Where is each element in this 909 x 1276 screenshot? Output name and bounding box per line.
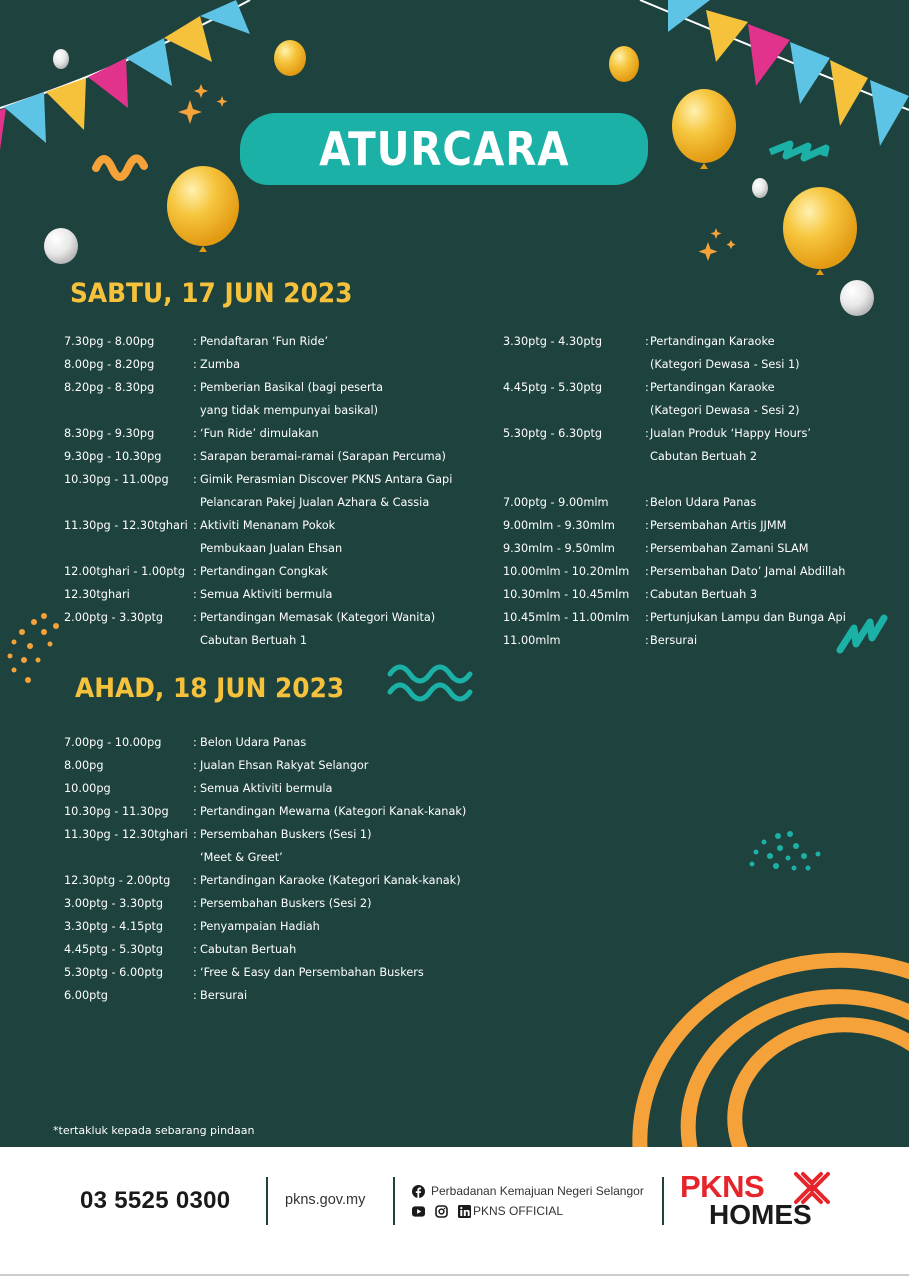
- schedule-activity: Persembahan Dato’ Jamal Abdillah: [650, 565, 846, 578]
- schedule-activity: Jualan Produk ‘Happy Hours’: [650, 427, 811, 440]
- schedule-separator: :: [645, 427, 649, 440]
- schedule-activity: Pertandingan Congkak: [200, 565, 328, 578]
- schedule-separator: :: [193, 381, 197, 394]
- phone-number[interactable]: 03 5525 0300: [80, 1187, 231, 1214]
- schedule-separator: :: [193, 989, 197, 1002]
- schedule-time: 4.45ptg - 5.30ptg: [64, 943, 164, 956]
- schedule-separator: :: [193, 920, 197, 933]
- title-banner: [240, 113, 648, 185]
- day1-heading: SABTU, 17 JUN 2023: [70, 278, 353, 309]
- schedule-time: 10.00pg: [64, 782, 111, 795]
- bunting-left: [0, 0, 250, 150]
- schedule-activity: ‘Fun Ride’ dimulakan: [200, 427, 319, 440]
- schedule-separator: :: [193, 897, 197, 910]
- instagram-icon[interactable]: [435, 1205, 448, 1218]
- schedule-time: 10.30pg - 11.00pg: [64, 473, 169, 486]
- day2-heading: AHAD, 18 JUN 2023: [75, 673, 345, 704]
- schedule-time: 3.00ptg - 3.30ptg: [64, 897, 164, 910]
- brand-logo-top: PKNS: [680, 1169, 765, 1204]
- schedule-activity: Semua Aktiviti bermula: [200, 782, 333, 795]
- schedule-row: [64, 915, 504, 938]
- schedule-activity-continued: [64, 537, 494, 560]
- schedule-separator: :: [193, 519, 197, 532]
- schedule-separator: :: [193, 828, 197, 841]
- schedule-activity-continued: [64, 629, 494, 652]
- schedule-activity: Sarapan beramai-ramai (Sarapan Percuma): [200, 450, 446, 463]
- schedule-activity: Aktiviti Menanam Pokok: [200, 519, 336, 532]
- schedule-separator: :: [193, 473, 197, 486]
- schedule-row: [64, 376, 494, 399]
- linkedin-icon[interactable]: [458, 1205, 471, 1218]
- schedule-row: [64, 777, 504, 800]
- schedule-separator: :: [645, 634, 649, 647]
- schedule-activity: Semua Aktiviti bermula: [200, 588, 333, 601]
- schedule-activity-continued: [503, 353, 903, 376]
- schedule-time: 7.00pg - 10.00pg: [64, 736, 162, 749]
- schedule-time: 9.00mlm - 9.30mlm: [503, 519, 615, 532]
- schedule-separator: :: [193, 943, 197, 956]
- schedule-separator: :: [193, 782, 197, 795]
- schedule-activity: Pertandingan Memasak (Kategori Wanita): [200, 611, 436, 624]
- schedule-row: [503, 514, 903, 537]
- schedule-activity: Cabutan Bertuah: [200, 943, 297, 956]
- schedule-time: 2.00ptg - 3.30ptg: [64, 611, 164, 624]
- schedule-time: 10.30mlm - 10.45mlm: [503, 588, 630, 601]
- schedule-activity: Penyampaian Hadiah: [200, 920, 320, 933]
- schedule-time: 9.30mlm - 9.50mlm: [503, 542, 615, 555]
- schedule-time: 3.30ptg - 4.15ptg: [64, 920, 164, 933]
- schedule-time: 8.30pg - 9.30pg: [64, 427, 155, 440]
- facebook-link[interactable]: [412, 1184, 644, 1198]
- schedule-row: [64, 892, 504, 915]
- facebook-label: Perbadanan Kemajuan Negeri Selangor: [431, 1184, 644, 1198]
- schedule-activity: Pelancaran Pakej Jualan Azhara & Cassia: [200, 496, 430, 509]
- schedule-row: [64, 330, 494, 353]
- schedule-separator: :: [645, 588, 649, 601]
- schedule-row: [64, 422, 494, 445]
- schedule-activity: Jualan Ehsan Rakyat Selangor: [200, 759, 369, 772]
- schedule-time: 8.00pg - 8.20pg: [64, 358, 155, 371]
- schedule-activity: ‘Free & Easy dan Persembahan Buskers: [200, 966, 424, 979]
- schedule-time: 6.00ptg: [64, 989, 108, 1002]
- schedule-activity: Belon Udara Panas: [200, 736, 307, 749]
- schedule-activity: Persembahan Buskers (Sesi 1): [200, 828, 372, 841]
- schedule-time: 8.20pg - 8.30pg: [64, 381, 155, 394]
- schedule-activity-continued: [64, 399, 494, 422]
- schedule-activity: Persembahan Artis JJMM: [650, 519, 787, 532]
- schedule-activity: Cabutan Bertuah 3: [650, 588, 758, 601]
- day1-schedule-right: [503, 330, 903, 652]
- day1-schedule-left: [64, 330, 494, 652]
- schedule-activity: Pertunjukan Lampu dan Bunga Api: [650, 611, 846, 624]
- schedule-separator: :: [193, 450, 197, 463]
- schedule-activity: Bersurai: [650, 634, 698, 647]
- schedule-activity: (Kategori Dewasa - Sesi 1): [650, 358, 800, 371]
- schedule-separator: :: [645, 611, 649, 624]
- schedule-activity: Pertandingan Karaoke (Kategori Kanak-kanak): [200, 874, 461, 887]
- schedule-activity: Pemberian Basikal (bagi peserta: [200, 381, 383, 394]
- schedule-activity-continued: [64, 491, 494, 514]
- schedule-activity: Zumba: [200, 358, 240, 371]
- schedule-separator: :: [193, 358, 197, 371]
- schedule-time: 8.00pg: [64, 759, 104, 772]
- schedule-activity: Gimik Perasmian Discover PKNS Antara Gapi: [200, 473, 453, 486]
- schedule-time: 5.30ptg - 6.30ptg: [503, 427, 603, 440]
- schedule-row: [64, 731, 504, 754]
- schedule-row: [503, 629, 903, 652]
- day2-schedule: [64, 731, 504, 1007]
- schedule-row: [503, 560, 903, 583]
- schedule-row: [503, 422, 903, 445]
- footer-divider: [393, 1177, 395, 1225]
- schedule-row: [64, 606, 494, 629]
- schedule-separator: :: [193, 565, 197, 578]
- dots-orange: [8, 613, 60, 683]
- schedule-activity: Cabutan Bertuah 1: [200, 634, 308, 647]
- schedule-separator: :: [645, 565, 649, 578]
- schedule-row: [64, 961, 504, 984]
- schedule-activity: Pertandingan Karaoke: [650, 381, 775, 394]
- schedule-row: [64, 514, 494, 537]
- schedule-row: [503, 376, 903, 399]
- schedule-activity: Pembukaan Jualan Ehsan: [200, 542, 343, 555]
- footer-divider: [266, 1177, 268, 1225]
- page-title: ATURCARA: [318, 122, 570, 176]
- schedule-row: [64, 468, 494, 491]
- schedule-activity-continued: [503, 399, 903, 422]
- squiggle-orange: [96, 158, 144, 177]
- schedule-row: [503, 330, 903, 353]
- schedule-time: 10.30pg - 11.30pg: [64, 805, 169, 818]
- schedule-row: [64, 754, 504, 777]
- schedule-time: 7.00ptg - 9.00mlm: [503, 496, 609, 509]
- schedule-time: 11.00mlm: [503, 634, 561, 647]
- schedule-time: 12.30tghari: [64, 588, 130, 601]
- schedule-activity: Belon Udara Panas: [650, 496, 757, 509]
- schedule-row: [64, 583, 494, 606]
- schedule-separator: :: [645, 381, 649, 394]
- schedule-activity-continued: [64, 846, 504, 869]
- schedule-activity: (Kategori Dewasa - Sesi 2): [650, 404, 800, 417]
- schedule-time: 3.30ptg - 4.30ptg: [503, 335, 603, 348]
- schedule-activity: Persembahan Buskers (Sesi 2): [200, 897, 372, 910]
- schedule-separator: :: [193, 335, 197, 348]
- schedule-row: [64, 984, 504, 1007]
- schedule-row: [503, 491, 903, 514]
- schedule-time: 4.45ptg - 5.30ptg: [503, 381, 603, 394]
- facebook-icon: [412, 1185, 425, 1198]
- schedule-activity: ‘Meet & Greet’: [200, 851, 283, 864]
- schedule-activity-continued: [503, 445, 903, 468]
- schedule-time: 9.30pg - 10.30pg: [64, 450, 162, 463]
- footer: [0, 1147, 909, 1276]
- schedule-separator: :: [193, 759, 197, 772]
- schedule-row: [64, 445, 494, 468]
- brand-logo-bottom: HOMES: [709, 1199, 812, 1230]
- schedule-row: [64, 938, 504, 961]
- footer-divider: [662, 1177, 664, 1225]
- youtube-icon[interactable]: [412, 1205, 425, 1218]
- schedule-separator: :: [645, 335, 649, 348]
- schedule-time: 10.45mlm - 11.00mlm: [503, 611, 630, 624]
- schedule-row: [64, 800, 504, 823]
- pkns-homes-logo: [680, 1169, 840, 1239]
- schedule-separator: :: [193, 588, 197, 601]
- schedule-activity: Bersurai: [200, 989, 248, 1002]
- schedule-separator: :: [193, 611, 197, 624]
- schedule-time: 11.30pg - 12.30tghari: [64, 519, 188, 532]
- schedule-activity: Pertandingan Mewarna (Kategori Kanak-kanak): [200, 805, 467, 818]
- schedule-row: [64, 823, 504, 846]
- schedule-separator: :: [193, 805, 197, 818]
- schedule-time: 7.30pg - 8.00pg: [64, 335, 155, 348]
- schedule-separator: :: [193, 874, 197, 887]
- schedule-separator: :: [645, 542, 649, 555]
- schedule-row: [64, 560, 494, 583]
- schedule-row: [503, 606, 903, 629]
- schedule-activity: Pertandingan Karaoke: [650, 335, 775, 348]
- schedule-time: 10.00mlm - 10.20mlm: [503, 565, 630, 578]
- schedule-activity: Persembahan Zamani SLAM: [650, 542, 809, 555]
- schedule-row: [503, 583, 903, 606]
- schedule-row: [64, 869, 504, 892]
- zigzag-teal-top: [770, 144, 826, 158]
- schedule-activity: Pendaftaran ‘Fun Ride’: [200, 335, 329, 348]
- schedule-row: [64, 353, 494, 376]
- social-links: [412, 1204, 563, 1218]
- schedule-activity: yang tidak mempunyai basikal): [200, 404, 379, 417]
- schedule-time: 5.30ptg - 6.00ptg: [64, 966, 164, 979]
- rainbow-arcs: [640, 960, 909, 1147]
- social-handle: PKNS OFFICIAL: [473, 1204, 564, 1218]
- schedule-separator: :: [193, 736, 197, 749]
- dots-teal: [750, 831, 821, 871]
- schedule-time: 12.00tghari - 1.00ptg: [64, 565, 185, 578]
- schedule-separator: :: [645, 496, 649, 509]
- schedule-time: 11.30pg - 12.30tghari: [64, 828, 188, 841]
- disclaimer-note: *tertakluk kepada sebarang pindaan: [53, 1124, 255, 1137]
- website-link[interactable]: pkns.gov.my: [285, 1192, 366, 1208]
- schedule-time: 12.30ptg - 2.00ptg: [64, 874, 171, 887]
- schedule-separator: :: [193, 966, 197, 979]
- schedule-spacer: [503, 468, 903, 491]
- schedule-separator: :: [645, 519, 649, 532]
- schedule-separator: :: [193, 427, 197, 440]
- schedule-activity: Cabutan Bertuah 2: [650, 450, 758, 463]
- waves-teal: [390, 667, 470, 699]
- schedule-row: [503, 537, 903, 560]
